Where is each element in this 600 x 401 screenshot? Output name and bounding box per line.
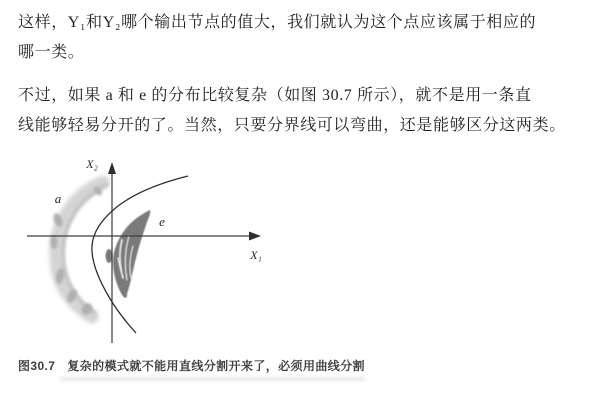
print-bleed-artifact xyxy=(60,377,365,381)
body-text-line: 这样，Y₁和Y₂哪个输出节点的值大，我们就认为这个点应该属于相应的 xyxy=(18,14,537,31)
body-text-line: 哪一类。 xyxy=(18,44,85,61)
body-text-line: 线能够轻易分开的了。当然，只要分界线可以弯曲，还是能够区分这两类。 xyxy=(18,117,566,134)
y-axis-arrow-icon xyxy=(108,162,116,174)
cluster-e-label: e xyxy=(159,214,165,229)
body-text-line: 不过，如果 a 和 e 的分布比较复杂（如图 30.7 所示），就不是用一条直 xyxy=(18,87,532,104)
y-axis-label: X₂ xyxy=(86,157,98,171)
figure-caption-text: 复杂的模式就不能用直线分割开来了，必须用曲线分割 xyxy=(67,359,365,373)
paragraph-1 xyxy=(18,8,570,68)
figure-30-7 xyxy=(0,150,300,360)
cluster-a-label: a xyxy=(54,191,62,206)
figure-caption xyxy=(18,357,365,374)
figure-number: 图30.7 xyxy=(18,359,56,373)
paragraph-2 xyxy=(18,81,570,141)
x-axis-arrow-icon xyxy=(249,232,261,241)
x-axis-label: X₁ xyxy=(250,248,262,262)
